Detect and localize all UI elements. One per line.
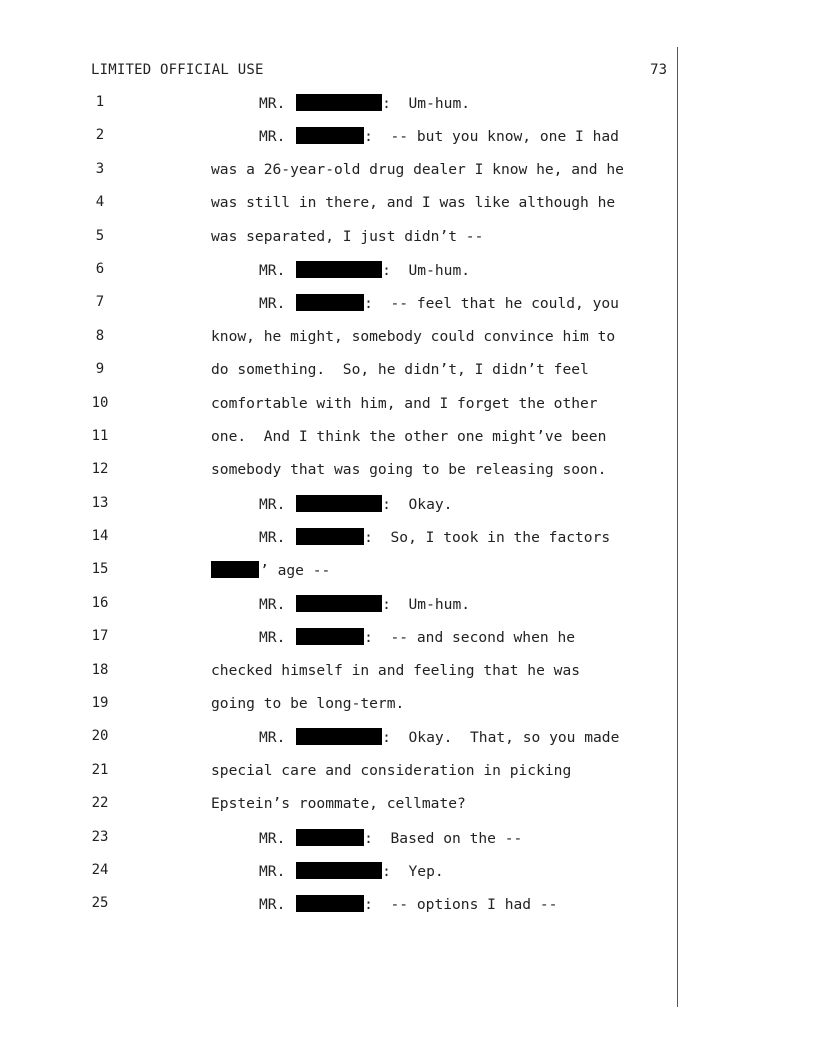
redaction-box: [296, 294, 364, 311]
transcript-line: [0, 492, 816, 525]
line-number: 22: [91, 795, 109, 812]
speaker-prefix: MR.: [259, 95, 295, 112]
speaker-line: [259, 94, 470, 113]
transcript-line: [0, 558, 816, 591]
transcript-line: [0, 725, 816, 758]
speaker-prefix: MR.: [259, 128, 295, 146]
speech-text: : Yep.: [382, 862, 444, 880]
transcript-line: [0, 592, 816, 625]
line-text: was still in there, and I was like although he: [211, 194, 616, 212]
redaction-box: [296, 94, 382, 111]
redaction-box: [296, 495, 382, 512]
speech-text: : -- and second when he: [364, 629, 576, 647]
line-number: 23: [91, 828, 109, 845]
line-number: 21: [91, 761, 109, 778]
transcript-line: [0, 458, 816, 491]
line-text: one. And I think the other one might’ve been: [211, 427, 607, 445]
speaker-line: [259, 895, 557, 914]
speaker-prefix: MR.: [259, 862, 295, 880]
line-number: 20: [91, 728, 109, 745]
transcript-line: [0, 859, 816, 892]
speaker-line: [259, 495, 452, 514]
redaction-box: [296, 528, 364, 545]
line-number: 3: [95, 160, 105, 177]
transcript-line: [0, 425, 816, 458]
transcript-line: [0, 892, 816, 925]
line-number: 4: [95, 194, 105, 211]
redaction-box: [296, 728, 382, 745]
redaction-box: [296, 829, 364, 846]
transcript-line: [0, 392, 816, 425]
redaction-box: [296, 261, 382, 278]
line-number: 5: [95, 227, 105, 244]
speech-text: : Um-hum.: [382, 261, 471, 279]
speech-text: : Okay. That, so you made: [382, 729, 620, 747]
transcript-line: [0, 91, 816, 124]
speaker-line: [259, 127, 619, 146]
speech-text: : Um-hum.: [382, 595, 471, 613]
line-text: was separated, I just didn’t --: [211, 227, 484, 245]
speaker-prefix: MR.: [259, 829, 295, 847]
classification-header: LIMITED OFFICIAL USE: [91, 62, 264, 78]
line-text: Epstein’s roommate, cellmate?: [211, 795, 466, 813]
speaker-prefix: MR.: [259, 896, 295, 914]
speaker-prefix: MR.: [259, 729, 295, 747]
line-number: 12: [91, 461, 109, 478]
speech-text: : -- feel that he could, you: [364, 295, 619, 313]
transcript-line: [0, 325, 816, 358]
transcript-line: [0, 291, 816, 324]
line-number: 10: [91, 394, 109, 411]
speaker-line: [259, 261, 470, 280]
speaker-line: [259, 829, 522, 848]
redaction-box: [296, 127, 364, 144]
redaction-box: [296, 895, 364, 912]
line-number: 2: [95, 127, 105, 144]
line-text: somebody that was going to be releasing soon.: [211, 461, 607, 479]
line-text: special care and consideration in picking: [211, 761, 572, 779]
line-number: 16: [91, 594, 109, 611]
speech-text: : Um-hum.: [382, 95, 471, 112]
transcript-line: [0, 258, 816, 291]
line-number: 8: [95, 327, 105, 344]
transcript-line: [0, 625, 816, 658]
line-number: 7: [95, 294, 105, 311]
line-text: checked himself in and feeling that he was: [211, 661, 581, 679]
transcript-line: [0, 124, 816, 157]
speaker-line: [259, 294, 619, 313]
redaction-box: [296, 862, 382, 879]
line-number: 13: [91, 494, 109, 511]
speech-text: ’ age --: [260, 562, 331, 580]
redaction-box: [296, 628, 364, 645]
speech-text: : -- but you know, one I had: [364, 128, 619, 146]
line-number: 14: [91, 528, 109, 545]
redaction-box: [211, 561, 259, 578]
page-number: 73: [650, 62, 667, 78]
speaker-line: [259, 595, 470, 614]
line-number: 9: [95, 361, 105, 378]
speaker-line: [259, 528, 610, 547]
line-number: 25: [91, 895, 109, 912]
transcript-line: [0, 358, 816, 391]
speaker-prefix: MR.: [259, 261, 295, 279]
transcript-line: [0, 158, 816, 191]
line-text: going to be long-term.: [211, 695, 405, 713]
speaker-line: [259, 628, 575, 647]
speaker-prefix: MR.: [259, 529, 295, 547]
speaker-prefix: MR.: [259, 595, 295, 613]
line-number: 11: [91, 427, 109, 444]
speech-text: : Okay.: [382, 495, 453, 513]
speech-text: : -- options I had --: [364, 896, 558, 914]
line-number: 6: [95, 260, 105, 277]
transcript-line: [0, 225, 816, 258]
transcript-line: [0, 191, 816, 224]
transcript-line: [0, 659, 816, 692]
speaker-line: [211, 561, 330, 580]
line-text: comfortable with him, and I forget the other: [211, 394, 598, 412]
transcript-line: [0, 692, 816, 725]
transcript-line: [0, 525, 816, 558]
transcript-line: [0, 792, 816, 825]
line-number: 15: [91, 561, 109, 578]
transcript-line: [0, 826, 816, 859]
line-number: 18: [91, 661, 109, 678]
transcript-line: [0, 759, 816, 792]
line-text: know, he might, somebody could convince him to: [211, 327, 616, 345]
line-number: 17: [91, 628, 109, 645]
speech-text: : Based on the --: [364, 829, 523, 847]
redaction-box: [296, 595, 382, 612]
line-number: 1: [95, 94, 105, 110]
line-text: do something. So, he didn’t, I didn’t feel: [211, 361, 589, 379]
speaker-prefix: MR.: [259, 629, 295, 647]
speech-text: : So, I took in the factors: [364, 529, 611, 547]
transcript-lines: [0, 91, 816, 926]
speaker-line: [259, 862, 444, 881]
line-number: 24: [91, 861, 109, 878]
speaker-prefix: MR.: [259, 495, 295, 513]
line-number: 19: [91, 695, 109, 712]
speaker-prefix: MR.: [259, 295, 295, 313]
speaker-line: [259, 728, 619, 747]
line-text: was a 26-year-old drug dealer I know he, and he: [211, 160, 624, 178]
